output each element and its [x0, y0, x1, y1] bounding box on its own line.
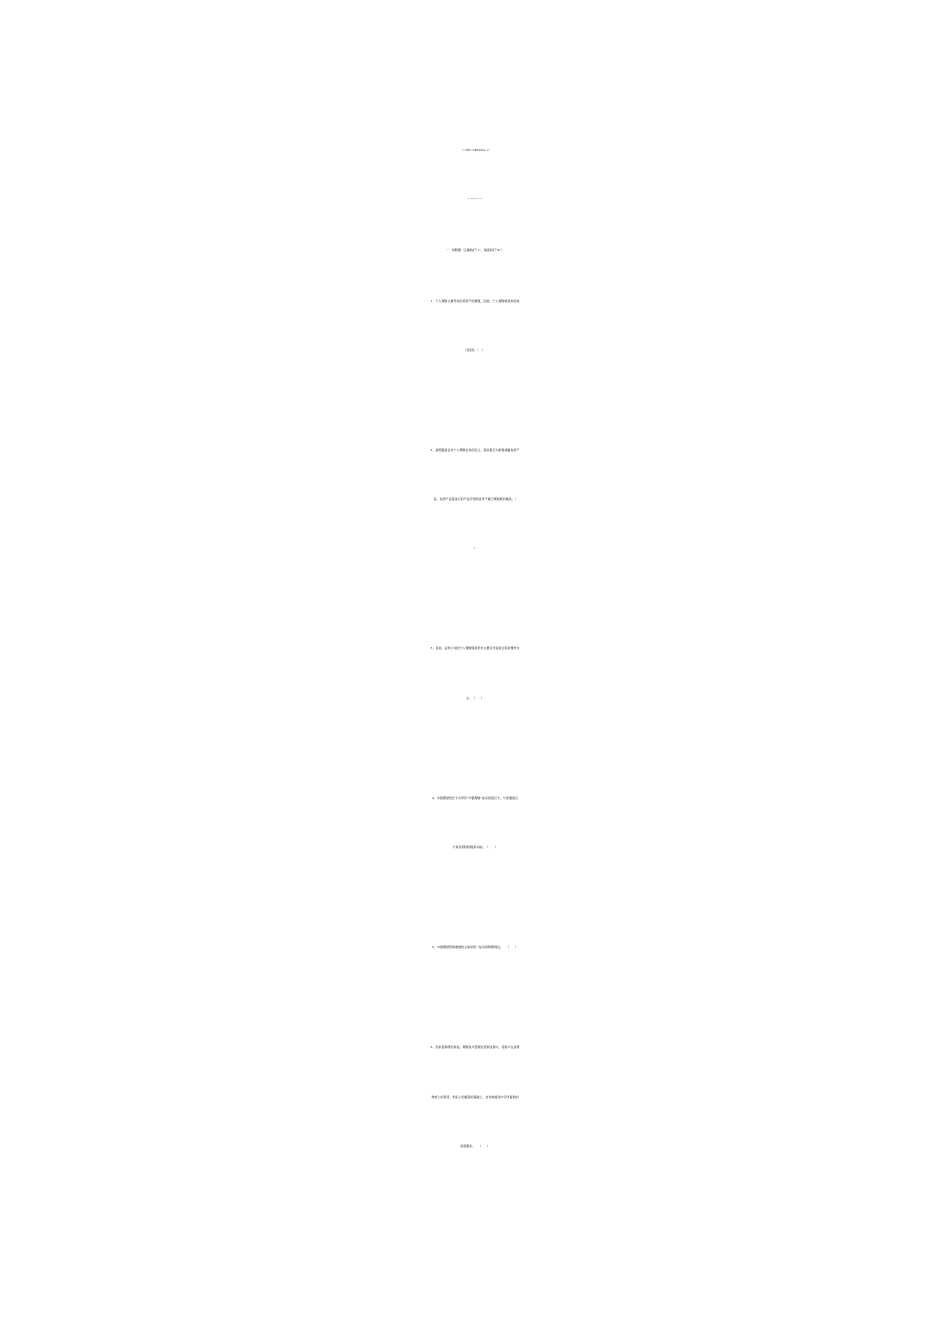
- question-1-line-2: 行投资。（ ）: [465, 348, 485, 352]
- question-6-line-1: 6、知识营销原则是指，理财客户经理在营销过程中，使客户在获得: [430, 1045, 520, 1049]
- question-4-line-1: 4、中银理财贵宾卡为带有“中银理财”标识的借记卡，与普通借记: [432, 796, 518, 800]
- section-heading: 一、判断题（正确的打“√”，错误的打“X”）: [445, 248, 505, 252]
- question-3-line-1: 3、目前，证券公司的个人理财服务形式主要以代客进行投资操作为: [430, 646, 520, 650]
- question-6-line-2: 物质上的享受、知识上的提高的基础上，自觉地接受中行所提供的: [431, 1095, 519, 1099]
- question-5-answer: [0, 983, 950, 1011]
- question-summary: （总计：判断76/单选145/多选57）: [466, 199, 484, 200]
- question-6-line-3: 各项服务。 （ ）: [459, 1144, 490, 1148]
- question-6-answer: [0, 1182, 950, 1210]
- question-1-line-1: 1、个人理财主要考虑的是资产的增值，因此，个人理财就是如何进: [430, 299, 520, 303]
- question-2-line-1: 2、按照银监会对个人理财业务的定义，商业银行为销售储蓄存款产: [430, 448, 520, 452]
- question-2-line-2: 品、信贷产品等进行的产品介绍和宣传不属于理财顾问服务。（: [433, 497, 517, 501]
- question-5-line-1: 5、中银理财营销渠道的主体是统一标识的物理网点。 （ ）: [432, 945, 518, 949]
- question-1-answer: [0, 385, 950, 413]
- question-4-line-2: 卡具有相同的服务功能。 （ ）: [452, 845, 498, 849]
- question-2-line-3: ）: [473, 546, 477, 550]
- question-4-answer: [0, 883, 950, 911]
- question-3-answer: [0, 734, 950, 762]
- question-3-line-2: 主。 （ ）: [465, 696, 484, 700]
- question-2-answer: [0, 584, 950, 612]
- document-title: 《个人理财》试题及答案08。27: [460, 150, 490, 152]
